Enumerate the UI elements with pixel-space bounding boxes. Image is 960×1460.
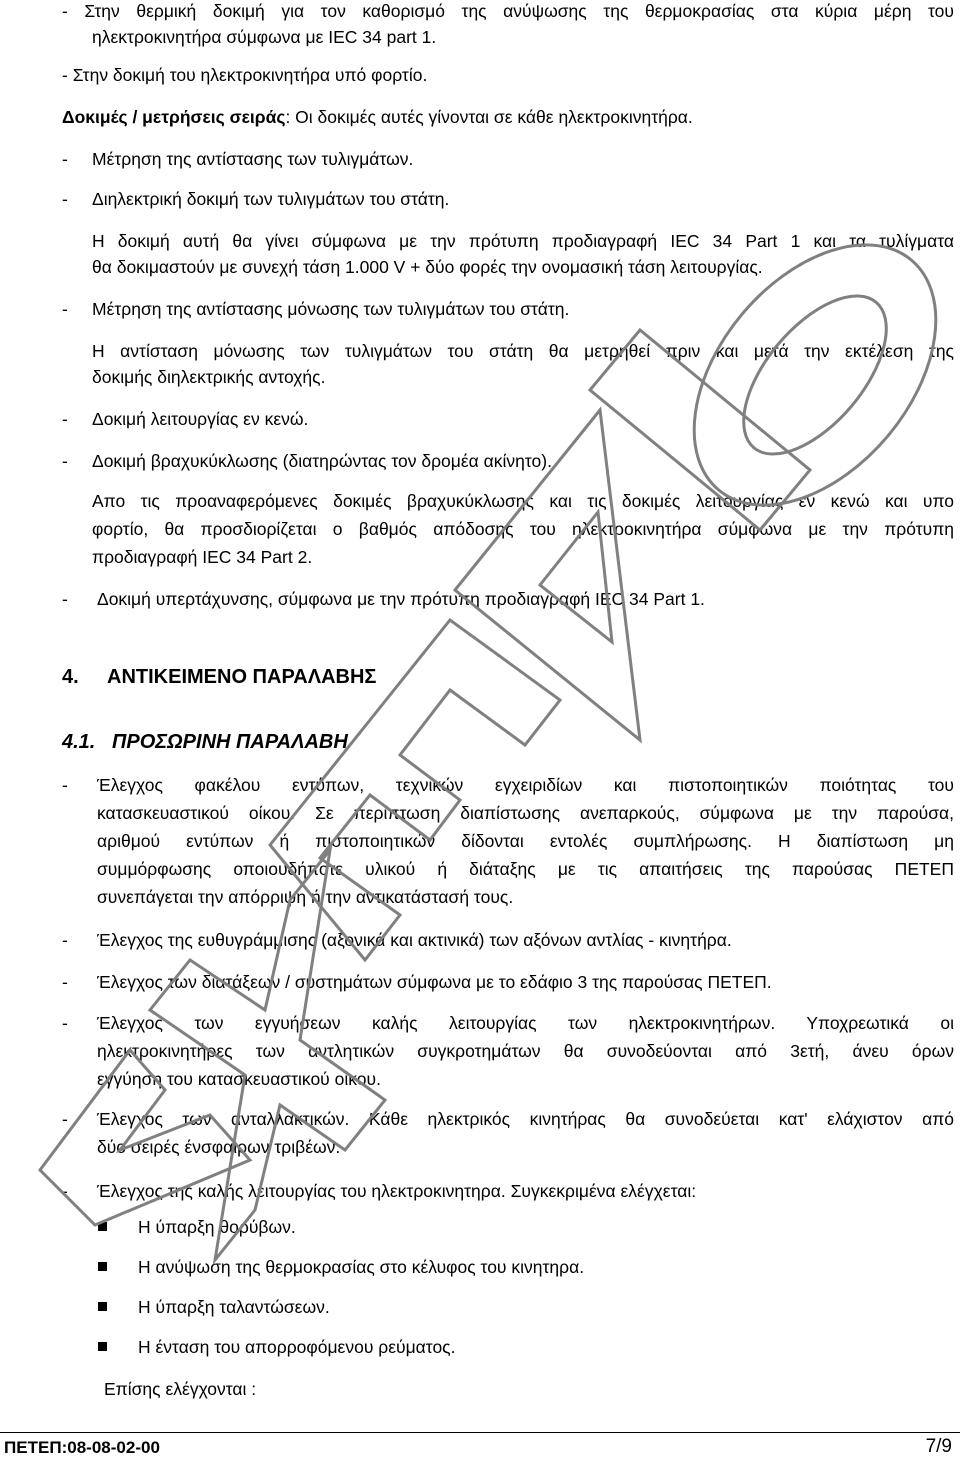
list-item: Μέτρηση της αντίστασης των τυλιγμάτων. xyxy=(92,149,414,169)
square-bullet-icon xyxy=(98,1262,107,1271)
list-item: Δοκιμή λειτουργίας εν κενώ. xyxy=(92,409,309,429)
text-line: Έλεγχος φακέλου εντύπων, τεχνικών εγχειριδίων και πιστοποιητικών ποιότητας του xyxy=(97,775,954,795)
square-bullet-icon xyxy=(98,1302,107,1311)
series-tests-text: : Οι δοκιμές αυτές γίνονται σε κάθε ηλεκτροκινητήρα. xyxy=(285,107,693,127)
bullet-item: Η ένταση του απορροφόμενου ρεύματος. xyxy=(138,1337,456,1357)
dash-marker: - xyxy=(62,409,68,429)
text-line: Η αντίσταση μόνωσης των τυλιγμάτων του στάτη θα μετρηθεί πριν και μετά την εκτέλεση της xyxy=(92,341,954,361)
subsection-heading xyxy=(62,730,348,754)
dash-marker: - xyxy=(62,930,68,950)
list-item: Δοκιμή βραχυκύκλωσης (διατηρώντας τον δρομέα ακίνητο). xyxy=(92,451,552,471)
text-line: αριθμού εντύπων ή πιστοποιητικών δίδονται εντολές συμπλήρωσης. Η διαπίστωση μη xyxy=(97,831,954,851)
dash-marker: - xyxy=(62,775,68,795)
subsection-title: ΠΡΟΣΩΡΙΝΗ ΠΑΡΑΛΑΒΗ xyxy=(112,731,348,753)
square-bullet-icon xyxy=(98,1222,107,1231)
text-line: ηλεκτροκινητήρες των αντλητικών συγκροτημάτων θα συνοδεύονται από 3ετή, άνευ όρων xyxy=(97,1041,954,1061)
text-line: φορτίο, θα προσδιορίζεται ο βαθμός απόδοσης του ηλεκτροκινητήρα σύμφωνα με την πρότυπη xyxy=(92,519,954,539)
series-tests-line xyxy=(62,106,693,128)
text-line: Έλεγχος των ανταλλακτικών. Κάθε ηλεκτρικός κινητήρας θα συνοδεύεται κατ' ελάχιστον από xyxy=(97,1109,954,1129)
footer-document-code: ΠΕΤΕΠ:08-08-02-00 xyxy=(4,1438,160,1457)
dash-marker: - xyxy=(62,1013,68,1033)
list-item: Διηλεκτρική δοκιμή των τυλιγμάτων του στάτη. xyxy=(92,189,450,209)
footer-rule xyxy=(0,1432,960,1433)
text-line: θα δοκιμαστούν με συνεχή τάση 1.000 V + δύο φορές την ονομασική τάση λειτουργίας. xyxy=(92,257,763,277)
section-heading xyxy=(62,665,376,689)
text-line: - Στην δοκιμή του ηλεκτροκινητήρα υπό φορτίο. xyxy=(62,65,428,85)
text-line: εγγύηση του κατασκευαστικού οίκου. xyxy=(97,1069,381,1089)
dash-marker: - xyxy=(62,1181,68,1201)
list-item: Έλεγχος των διατάξεων / συστημάτων σύμφωνα με το εδάφιο 3 της παρούσας ΠΕΤΕΠ. xyxy=(97,972,772,992)
dash-marker: - xyxy=(62,189,68,209)
bullet-item: Η ύπαρξη ταλαντώσεων. xyxy=(138,1297,330,1317)
section-number: 4. xyxy=(62,666,79,688)
list-item: Έλεγχος της ευθυγράμμισης (αξονικά και ακτινικά) των αξόνων αντλίας - κινητήρα. xyxy=(97,930,732,950)
list-item: Δοκιμή υπερτάχυνσης, σύμφωνα με την πρότυπη προδιαγραφή IEC 34 Part 1. xyxy=(97,589,705,609)
section-title: ΑΝΤΙΚΕΙΜΕΝΟ ΠΑΡΑΛΑΒΗΣ xyxy=(107,666,377,688)
text-line: συνεπάγεται την απόρριψη ή την αντικατάστασή τους. xyxy=(97,887,514,907)
text-line: δοκιμής διηλεκτρικής αντοχής. xyxy=(92,367,326,387)
text-line: προδιαγραφή IEC 34 Part 2. xyxy=(92,547,313,567)
dash-marker: - xyxy=(62,1109,68,1129)
dash-marker: - xyxy=(62,149,68,169)
series-tests-label: Δοκιμές / μετρήσεις σειράς xyxy=(62,107,286,127)
square-bullet-icon xyxy=(98,1342,107,1351)
also-checked-text: Επίσης ελέγχονται : xyxy=(104,1379,257,1399)
bullet-item: Η ύπαρξη θορύβων. xyxy=(138,1217,296,1237)
dash-marker: - xyxy=(62,972,68,992)
list-item: Έλεγχος της καλής λειτουργίας του ηλεκτροκινητηρα. Συγκεκριμένα ελέγχεται: xyxy=(97,1181,697,1201)
subsection-number: 4.1. xyxy=(62,731,96,753)
text-line: ηλεκτροκινητήρα σύμφωνα με IEC 34 part 1. xyxy=(92,27,437,47)
text-line: Η δοκιμή αυτή θα γίνει σύμφωνα με την πρότυπη προδιαγραφή IEC 34 Part 1 και τα τυλίγματα xyxy=(92,231,954,251)
dash-marker: - xyxy=(62,299,68,319)
text-line: κατασκευαστικού οίκου. Σε περίπτωση διαπίστωσης ανεπαρκούς, σύμφωνα με την παρούσα, xyxy=(97,803,954,823)
list-item: Μέτρηση της αντίστασης μόνωσης των τυλιγμάτων του στάτη. xyxy=(92,299,570,319)
text-line: δύο σειρές ένσφαιρων τριβέων. xyxy=(97,1137,341,1157)
footer-page-number: 7/9 xyxy=(925,1436,952,1457)
bullet-item: Η ανύψωση της θερμοκρασίας στο κέλυφος του κινητηρα. xyxy=(138,1257,585,1277)
text-line: συμμόρφωσης οποιουδήποτε υλικού ή διάταξης με τις απαιτήσεις της παρούσας ΠΕΤΕΠ xyxy=(97,859,954,879)
text-line: Έλεγχος των εγγυήσεων καλής λειτουργίας των ηλεκτροκινητήρων. Υποχρεωτικά οι xyxy=(97,1013,954,1033)
dash-marker: - xyxy=(62,451,68,471)
text-line: - Στην θερμική δοκιμή για τον καθορισμό της ανύψωσης της θερμοκρασίας στα κύρια μέρη του xyxy=(62,1,954,21)
dash-marker: - xyxy=(62,589,68,609)
text-line: Απο τις προαναφερόμενες δοκιμές βραχυκύκλωσης και τις δοκιμές λειτουργίας εν κενώ και υπο xyxy=(92,491,954,511)
